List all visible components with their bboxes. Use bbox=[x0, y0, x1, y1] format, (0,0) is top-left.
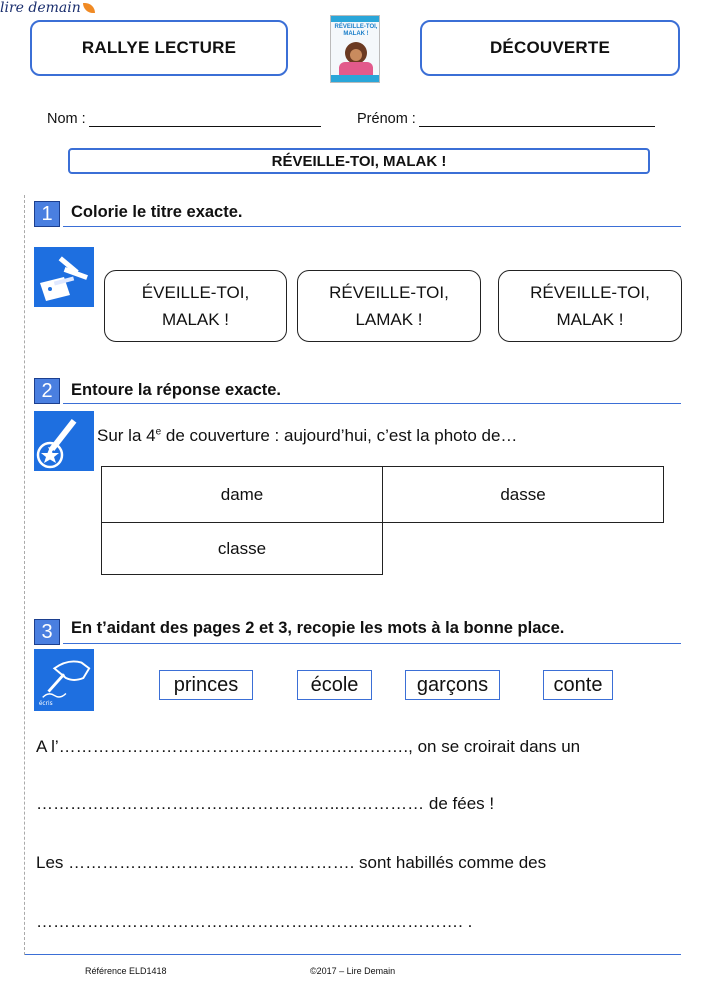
fill-in-line-3[interactable]: Les ……………………….….………………. sont habillés comme des bbox=[36, 853, 547, 872]
title-choice-3-line1: RÉVEILLE-TOI, bbox=[530, 283, 650, 302]
cover-top-band bbox=[331, 16, 379, 22]
question-3-instruction: En t’aidant des pages 2 et 3, recopie les mots à la bonne place. bbox=[71, 619, 565, 637]
prenom-field[interactable] bbox=[357, 111, 655, 127]
title-choice-3[interactable] bbox=[498, 270, 682, 342]
fill-in-line-2[interactable]: ………………………………………….…..…………… de fées ! bbox=[36, 794, 495, 813]
pen-circle-icon bbox=[34, 411, 94, 471]
question-2-number: 2 bbox=[34, 378, 60, 404]
footer-copyright: ©2017 – Lire Demain bbox=[310, 966, 396, 976]
title-choice-1-line2: MALAK ! bbox=[161, 310, 230, 329]
word-box-princes[interactable]: princes bbox=[159, 670, 253, 700]
book-title-box bbox=[68, 148, 650, 174]
question-2-instruction: Entoure la réponse exacte. bbox=[71, 381, 281, 399]
answer-cell-empty bbox=[383, 523, 664, 575]
answer-cell-dame[interactable]: dame bbox=[102, 467, 383, 523]
question-2-underline bbox=[63, 403, 681, 404]
title-choice-1-line1: ÉVEILLE-TOI, bbox=[141, 283, 250, 302]
book-title: RÉVEILLE-TOI, MALAK ! bbox=[271, 152, 447, 170]
nom-label: Nom : bbox=[47, 111, 86, 127]
prenom-label: Prénom : bbox=[357, 111, 416, 127]
word-box-ecole[interactable]: école bbox=[297, 670, 372, 700]
header-label-rallye bbox=[30, 20, 288, 76]
question-3-underline bbox=[63, 643, 681, 644]
margin-dashed-line bbox=[24, 195, 25, 955]
question-1-underline bbox=[63, 226, 681, 227]
cover-bottom-band bbox=[331, 75, 379, 82]
header-left-text: RALLYE LECTURE bbox=[81, 38, 237, 57]
question-2-sentence bbox=[97, 426, 517, 446]
answer-cell-dasse[interactable]: dasse bbox=[383, 467, 664, 523]
prenom-blank-line[interactable] bbox=[419, 113, 655, 127]
cover-title: RÉVEILLE-TOI, MALAK ! bbox=[334, 24, 378, 37]
q2-sentence-pre: Sur la 4 bbox=[97, 426, 156, 445]
word-box-conte[interactable]: conte bbox=[543, 670, 613, 700]
title-choice-1[interactable] bbox=[104, 270, 287, 342]
title-choice-2-line2: LAMAK ! bbox=[355, 310, 423, 329]
fill-in-line-1[interactable]: A l’…………………………………………….………., on se croirait dans un bbox=[36, 737, 581, 756]
book-cover-thumbnail bbox=[330, 15, 380, 83]
q2-sentence-sup: e bbox=[155, 426, 162, 438]
title-choice-3-line2: MALAK ! bbox=[556, 310, 624, 329]
question-3-number: 3 bbox=[34, 619, 60, 645]
logo-leaf-icon bbox=[83, 3, 95, 13]
header-label-decouverte bbox=[420, 20, 680, 76]
q2-sentence-post: de couverture : aujourd’hui, c’est la photo de… bbox=[161, 426, 518, 445]
word-box-garcons[interactable]: garçons bbox=[405, 670, 500, 700]
cover-illustration-body bbox=[339, 62, 373, 76]
lire-demain-logo bbox=[0, 0, 707, 16]
title-choice-2-line1: RÉVEILLE-TOI, bbox=[329, 283, 449, 302]
footer-rule bbox=[25, 954, 681, 955]
writing-hand-icon bbox=[34, 649, 94, 711]
answer-cell-classe[interactable]: classe bbox=[102, 523, 383, 575]
answer-table bbox=[101, 466, 664, 575]
question-1-number: 1 bbox=[34, 201, 60, 227]
nom-blank-line[interactable] bbox=[89, 113, 321, 127]
question-1-instruction: Colorie le titre exacte. bbox=[71, 203, 243, 221]
logo-text: lire demain bbox=[0, 0, 81, 16]
fill-in-line-4[interactable]: ………………………………………………….…..…………. . bbox=[36, 912, 473, 931]
coloring-pencils-icon bbox=[34, 247, 94, 307]
header-right-text: DÉCOUVERTE bbox=[489, 38, 611, 57]
title-choice-2[interactable] bbox=[297, 270, 481, 342]
svg-text:écris: écris bbox=[38, 701, 53, 708]
nom-field[interactable] bbox=[47, 111, 321, 127]
cover-illustration bbox=[345, 42, 367, 64]
footer-reference: Référence ELD1418 bbox=[85, 966, 167, 976]
